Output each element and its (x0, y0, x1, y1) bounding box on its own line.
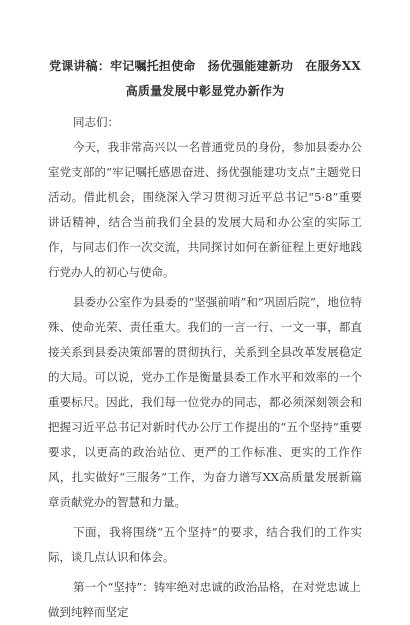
document-title (48, 54, 362, 104)
document-title-line-2: 高质量发展中彰显党办新作为 (125, 84, 285, 98)
greeting: 同志们： (73, 115, 119, 129)
section-heading: 第一个“坚持”：铸牢绝对忠诚的政治品格，在对党忠诚上做到纯粹而坚定 (48, 580, 361, 619)
body-paragraph-intro: 今天，我非常高兴以一名普通党员的身份，参加县委办公室党支部的“牢记嘱托感恩奋进、扬优强能建功支点”主题党日活动。借此机会，围绕深入学习贯彻习近平总书记“5·8”重要讲话精神，结合当前我们全县的发展大局和办公室的实际工作，与同志们作一次交流，共同探讨如何在新征程上更好地践行党办人的初心与使命。 (48, 140, 362, 279)
body-paragraph-role: 县委办公室作为县委的“坚强前哨”和“巩固后院”，地位特殊、使命光荣、责任重大。我们的一言一行、一文一事，都直接关系到县委决策部署的贯彻执行，关系到全县改革发展稳定的大局。可以说，党办工作是衡量县委工作水平和效率的一个重要标尺。因此，我们每一位党办的同志，都必须深刻领会和把握习近平总书记对新时代办公厅工作提出的“五个坚持”重要要求，以更高的政治站位、更严的工作标准、更实的工作作风，扎实做好“三服务”工作，为奋力谱写XX高质量发展新篇章贡献党办的智慧和力量。 (48, 295, 362, 509)
body-paragraph-transition: 下面，我将围绕“五个坚持”的要求，结合我们的工作实际，谈几点认识和体会。 (48, 525, 362, 564)
document-title-line-1: 党课讲稿：牢记嘱托担使命 扬优强能建新功 在服务XX (49, 59, 361, 73)
